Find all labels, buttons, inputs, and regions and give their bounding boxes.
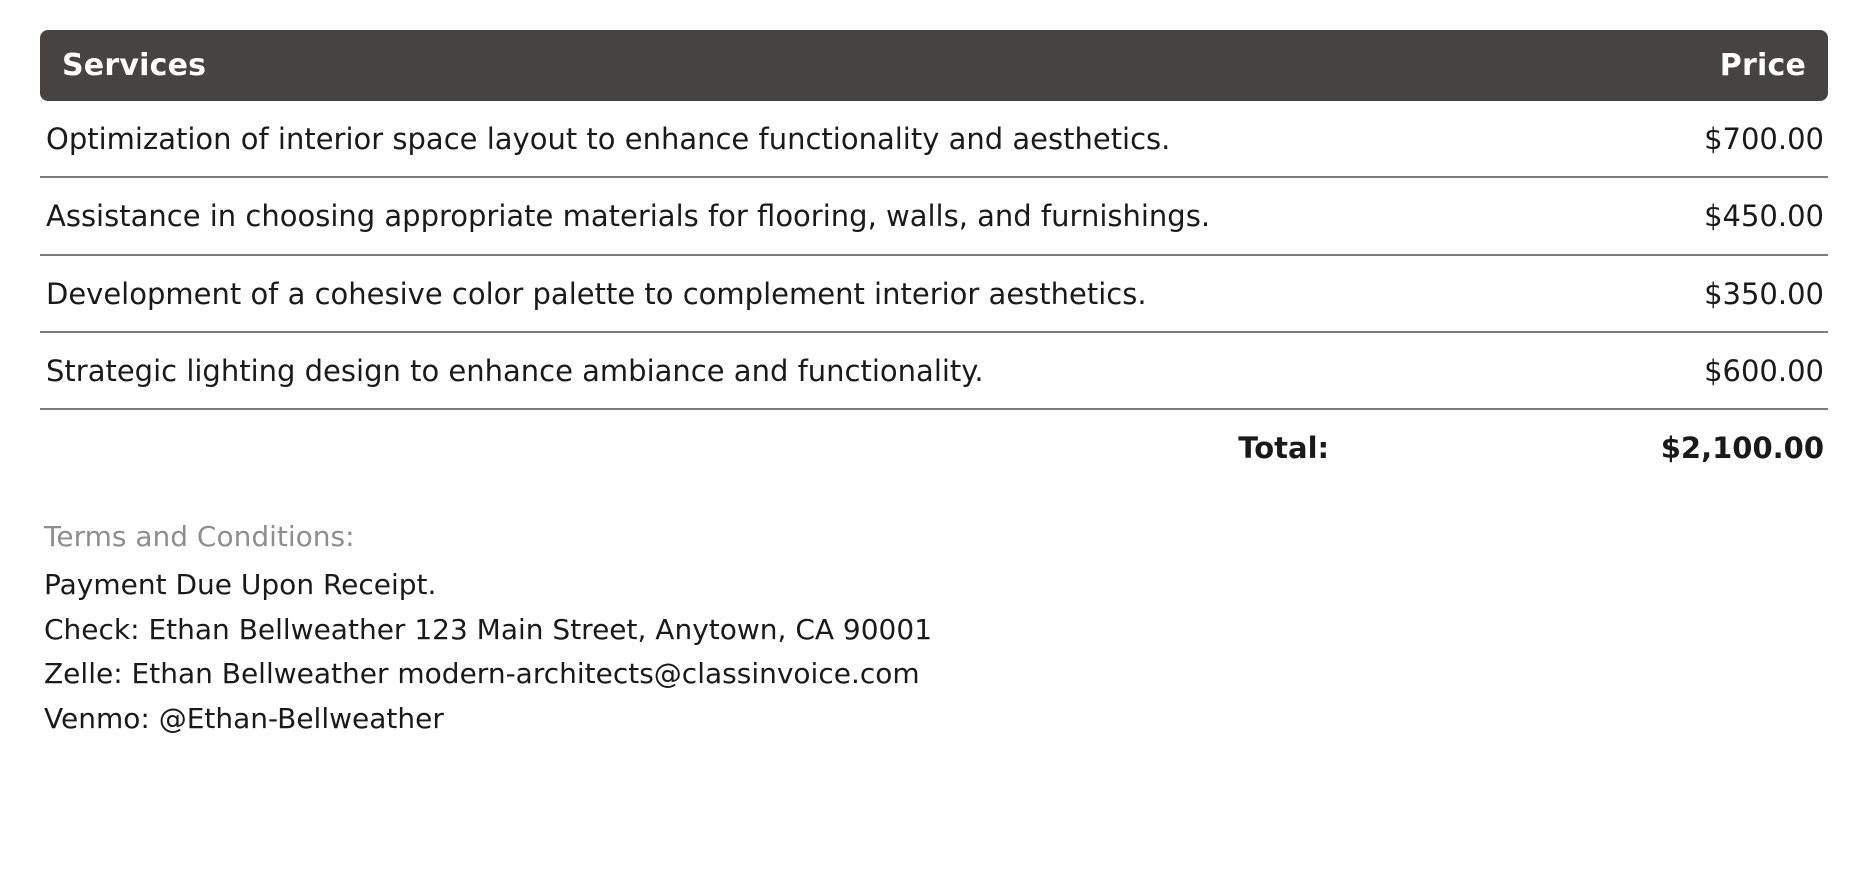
total-row — [40, 409, 1828, 485]
table-header — [40, 30, 1828, 101]
terms-line-zelle: Zelle: Ethan Bellweather modern-architects@classinvoice.com — [44, 657, 920, 691]
column-header-services: Services — [40, 30, 1363, 101]
terms-line-payment: Payment Due Upon Receipt. — [44, 567, 437, 601]
service-price: $350.00 — [1363, 255, 1828, 332]
service-price: $600.00 — [1363, 332, 1828, 409]
service-description: Strategic lighting design to enhance ambiance and functionality. — [40, 332, 1363, 409]
column-header-price: Price — [1363, 30, 1828, 101]
terms-title: Terms and Conditions: — [44, 519, 355, 553]
table-row — [40, 177, 1828, 254]
table-header-row — [40, 30, 1828, 101]
table-body — [40, 101, 1828, 486]
table-row — [40, 255, 1828, 332]
table-row — [40, 101, 1828, 177]
total-label: Total: — [1238, 431, 1330, 466]
terms-line-venmo: Venmo: @Ethan-Bellweather — [44, 702, 444, 736]
services-table — [40, 30, 1828, 486]
service-description: Development of a cohesive color palette to complement interior aesthetics. — [40, 255, 1363, 332]
service-description: Assistance in choosing appropriate materials for flooring, walls, and furnishings. — [40, 177, 1363, 254]
service-price: $450.00 — [1363, 177, 1828, 254]
table-row — [40, 332, 1828, 409]
total-amount: $2,100.00 — [1660, 431, 1824, 466]
service-price: $700.00 — [1363, 101, 1828, 177]
service-description: Optimization of interior space layout to enhance functionality and aesthetics. — [40, 101, 1363, 177]
terms-line-check: Check: Ethan Bellweather 123 Main Street, Anytown, CA 90001 — [44, 612, 933, 646]
terms-and-conditions-section — [40, 520, 1828, 742]
